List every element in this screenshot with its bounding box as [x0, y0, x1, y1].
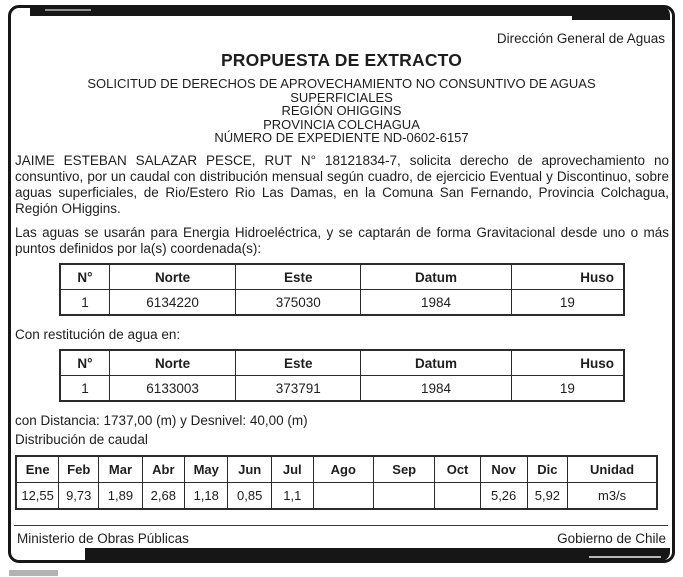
table-cell: 2,68: [142, 483, 184, 510]
table-cell: 373791: [236, 376, 361, 402]
table-cell: [373, 483, 434, 510]
column-header: Sep: [373, 456, 434, 483]
column-header: Norte: [109, 264, 235, 290]
scan-artifact-bottom-gray-streak: [589, 556, 661, 558]
water-use-paragraph: Las aguas se usarán para Energia Hidroeléctrica, y se captarán de forma Gravitacional desde uno o más puntos definidos por la(s) coordenada(s):: [15, 224, 669, 256]
table-cell: [313, 483, 373, 510]
footer-government: Gobierno de Chile: [557, 531, 666, 546]
subtitle-line: SUPERFICIALES: [290, 89, 393, 105]
column-header: Feb: [59, 456, 99, 483]
column-header: May: [184, 456, 227, 483]
table-cell: 9,73: [59, 483, 99, 510]
column-header: Norte: [109, 350, 235, 376]
table-cell: 6133003: [109, 376, 235, 402]
column-header: Dic: [527, 456, 568, 483]
document-subtitle: [11, 77, 672, 145]
table-cell: 6134220: [109, 290, 235, 316]
table-cell: 1984: [361, 376, 511, 402]
table-row: [16, 483, 657, 510]
table-cell: 1984: [361, 290, 511, 316]
applicant-paragraph: JAIME ESTEBAN SALAZAR PESCE, RUT N° 18121834-7, solicita derecho de aprovechamiento no consuntivo, por un caudal con distribución mensual según cuadro, de ejercicio Eventual y Discontinuo, sobre aguas superficiales, de Rio/Estero Rio Las Damas, en la Comuna San Fernando, Provincia Colchagua, Región OHiggins.: [15, 152, 669, 216]
restitution-label: Con restitución de agua en:: [15, 327, 181, 343]
table-cell: 12,55: [16, 483, 59, 510]
subtitle-line: SOLICITUD DE DERECHOS DE APROVECHAMIENTO NO CONSUNTIVO DE AGUAS: [87, 76, 596, 91]
agency-name: Dirección General de Aguas: [496, 31, 665, 46]
table-cell: 19: [511, 376, 624, 402]
distribution-label: Distribución de caudal: [15, 432, 148, 448]
table-cell: 1,89: [99, 483, 142, 510]
table-cell: m3/s: [568, 483, 657, 510]
table-cell: [435, 483, 480, 510]
column-header: Jun: [228, 456, 271, 483]
scan-artifact-outside-gray-bar: [9, 570, 58, 576]
footer-ministry: Ministerio de Obras Públicas: [17, 531, 189, 546]
table-cell: 375030: [236, 290, 361, 316]
table-cell: 5,26: [480, 483, 527, 510]
column-header: Mar: [99, 456, 142, 483]
table-header-row: [16, 456, 657, 483]
table-cell: 1: [60, 376, 109, 402]
table-cell: 1: [60, 290, 109, 316]
column-header: N°: [60, 264, 109, 290]
column-header: Huso: [511, 350, 624, 376]
table-cell: 5,92: [527, 483, 568, 510]
table-row: [60, 376, 624, 402]
column-header: Ene: [16, 456, 59, 483]
document-content: [11, 8, 672, 510]
column-header: Jul: [271, 456, 313, 483]
table-cell: 19: [511, 290, 624, 316]
subtitle-line: REGIÓN OHIGGINS: [281, 103, 402, 119]
column-header: Huso: [511, 264, 624, 290]
table-cell: 1,1: [271, 483, 313, 510]
restitution-coordinates-table: [59, 349, 625, 402]
column-header: Datum: [361, 264, 511, 290]
column-header: Este: [236, 350, 361, 376]
distance-line: con Distancia: 1737,00 (m) y Desnivel: 40,00 (m): [15, 413, 308, 429]
column-header: Nov: [480, 456, 527, 483]
column-header: Datum: [361, 350, 511, 376]
page-title: PROPUESTA DE EXTRACTO: [220, 50, 463, 70]
table-header-row: [60, 350, 624, 376]
column-header: N°: [60, 350, 109, 376]
column-header: Ago: [313, 456, 373, 483]
column-header: Unidad: [568, 456, 657, 483]
monthly-flow-table: [15, 455, 658, 510]
capture-coordinates-table: [59, 263, 625, 316]
column-header: Oct: [435, 456, 480, 483]
table-cell: 1,18: [184, 483, 227, 510]
table-row: [60, 290, 624, 316]
subtitle-line: NÚMERO DE EXPEDIENTE ND-0602-6157: [214, 130, 469, 146]
column-header: Este: [236, 264, 361, 290]
table-cell: 0,85: [228, 483, 271, 510]
scan-artifact-bottom-bar: [85, 548, 670, 561]
column-header: Abr: [142, 456, 184, 483]
subtitle-line: PROVINCIA COLCHAGUA: [263, 116, 420, 132]
table-header-row: [60, 264, 624, 290]
document-footer: [14, 525, 668, 546]
